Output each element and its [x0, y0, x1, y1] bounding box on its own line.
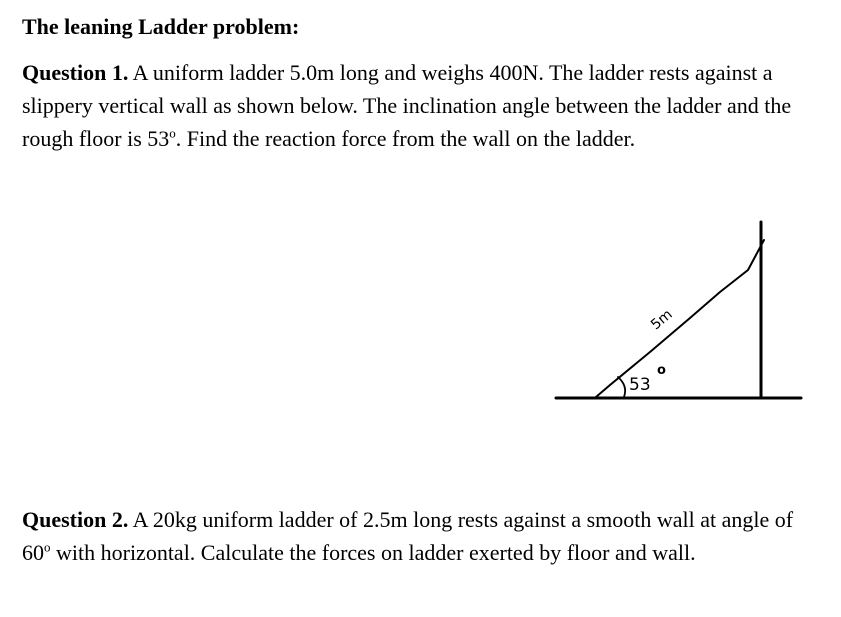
question-1-text-part-a: A uniform ladder 5.0m long and weighs 400N. The ladder rests against a slippery vertical wall as shown below. The inclination angle between the ladder and the rough floor is 53	[22, 60, 792, 151]
question-1-text-part-b: . Find the reaction force from the wall on the ladder.	[175, 126, 636, 151]
question-2-label: Question 2.	[22, 507, 129, 532]
question-2	[22, 503, 812, 569]
question-1-label: Question 1.	[22, 60, 129, 85]
question-2-degree-symbol: o	[44, 539, 51, 555]
page-title: The leaning Ladder problem:	[22, 14, 300, 39]
question-2-text-part-b: with horizontal. Calculate the forces on ladder exerted by floor and wall.	[50, 540, 696, 565]
question-1	[22, 56, 812, 155]
angle-arc	[618, 377, 625, 397]
ladder-line	[596, 240, 764, 397]
angle-degree-symbol: o	[657, 363, 666, 378]
question-2-text-part-a: A 20kg uniform ladder of 2.5m long rests against a smooth wall at angle of 60	[22, 507, 794, 565]
angle-label: 53	[629, 375, 651, 395]
question-1-degree-symbol: o	[169, 125, 176, 141]
ladder-length-label: 5m	[648, 306, 676, 334]
